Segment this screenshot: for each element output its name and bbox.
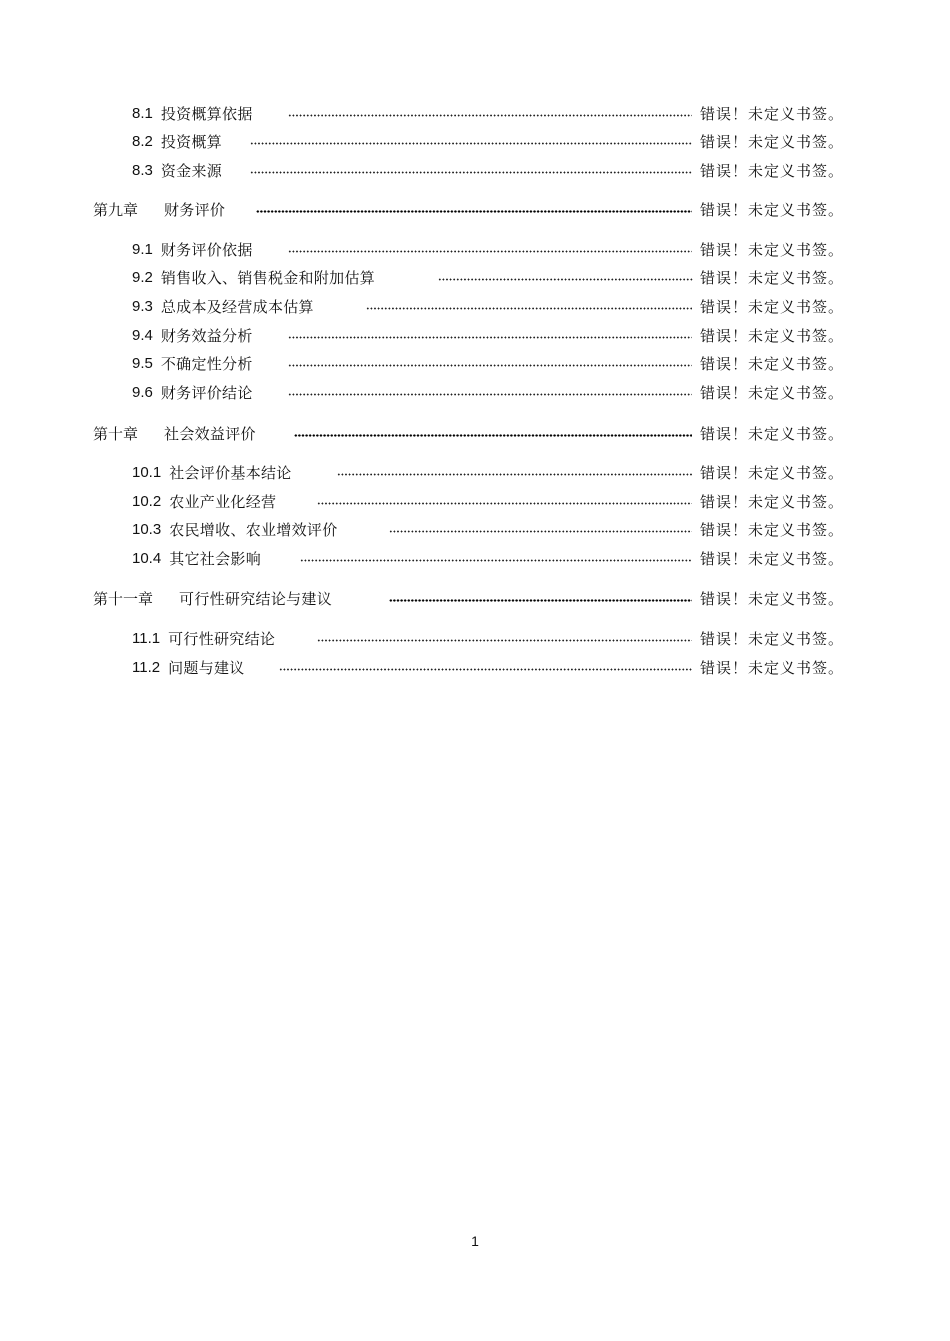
toc-page-ref: 错误！未定义书签。: [700, 133, 845, 151]
toc-page-ref: 错误！未定义书签。: [700, 384, 845, 402]
toc-number: 8.3: [132, 162, 153, 179]
toc-page-ref: 错误！未定义书签。: [700, 493, 845, 511]
toc-page-ref: 错误！未定义书签。: [700, 162, 845, 180]
toc-entry[interactable]: [132, 240, 253, 260]
toc-number: 8.2: [132, 133, 153, 150]
toc-entry[interactable]: [132, 268, 375, 288]
toc-entry[interactable]: [132, 463, 292, 483]
toc-number: 9.6: [132, 384, 153, 401]
toc-title: 农业产业化经营: [169, 493, 277, 511]
toc-title: 不确定性分析: [160, 355, 253, 373]
toc-number: 11.2: [132, 659, 161, 676]
toc-entry[interactable]: [132, 326, 253, 346]
toc-chapter-number: 第九章: [93, 201, 139, 219]
toc-title: 其它社会影响: [169, 550, 262, 568]
dot-leader: [288, 114, 692, 118]
toc-chapter-number: 第十章: [93, 425, 139, 443]
dot-leader: [300, 559, 692, 563]
toc-entry[interactable]: [132, 549, 261, 569]
dot-leader: [279, 668, 692, 672]
toc-page-ref: 错误！未定义书签。: [700, 425, 845, 443]
toc-page-ref: 错误！未定义书签。: [700, 550, 845, 568]
dot-leader: [294, 434, 692, 438]
toc-entry[interactable]: [132, 629, 275, 649]
dot-leader: [389, 530, 692, 534]
toc-chapter-number: 第十一章: [93, 590, 154, 608]
toc-page-ref: 错误！未定义书签。: [700, 521, 845, 539]
toc-title: 投资概算依据: [160, 105, 253, 123]
dot-leader: [288, 336, 692, 340]
toc-page-ref: 错误！未定义书签。: [700, 327, 845, 345]
toc-title: 农民增收、农业增效评价: [169, 521, 338, 539]
dot-leader: [250, 171, 692, 175]
toc-page-ref: 错误！未定义书签。: [700, 241, 845, 259]
toc-title: 财务评价结论: [160, 384, 253, 402]
toc-title: 财务评价依据: [160, 241, 253, 259]
toc-page-ref: 错误！未定义书签。: [700, 659, 845, 677]
toc-page-ref: 错误！未定义书签。: [700, 590, 845, 608]
dot-leader: [317, 502, 692, 506]
toc-entry[interactable]: [132, 383, 253, 403]
toc-number: 9.5: [132, 355, 153, 372]
toc-chapter-entry[interactable]: [93, 589, 332, 609]
toc-entry[interactable]: [132, 492, 276, 512]
toc-title: 销售收入、销售税金和附加估算: [160, 269, 376, 287]
toc-page-ref: 错误！未定义书签。: [700, 269, 845, 287]
dot-leader: [288, 250, 692, 254]
toc-number: 8.1: [132, 105, 153, 122]
dot-leader: [288, 364, 692, 368]
toc-title: 问题与建议: [168, 659, 245, 677]
toc-entry[interactable]: [132, 161, 222, 181]
dot-leader: [337, 473, 692, 477]
toc-title: 资金来源: [160, 162, 223, 180]
toc-title: 总成本及经营成本估算: [160, 298, 314, 316]
toc-entry[interactable]: [132, 297, 314, 317]
toc-chapter-title: 社会效益评价: [164, 425, 256, 443]
toc-number: 9.3: [132, 298, 153, 315]
toc-number: 10.1: [132, 464, 162, 481]
toc-page-ref: 错误！未定义书签。: [700, 464, 845, 482]
toc-chapter-entry[interactable]: [93, 424, 256, 444]
toc-number: 9.2: [132, 269, 153, 286]
dot-leader: [366, 307, 692, 311]
dot-leader: [250, 142, 692, 146]
toc-entry[interactable]: [132, 658, 245, 678]
toc-number: 10.2: [132, 493, 162, 510]
toc-page-ref: 错误！未定义书签。: [700, 355, 845, 373]
page-number: 1: [471, 1233, 479, 1249]
toc-number: 11.1: [132, 630, 161, 647]
toc-number: 9.4: [132, 327, 153, 344]
toc-page-ref: 错误！未定义书签。: [700, 105, 845, 123]
toc-number: 10.4: [132, 550, 162, 567]
toc-chapter-title: 可行性研究结论与建议: [179, 590, 333, 608]
toc-entry[interactable]: [132, 104, 253, 124]
dot-leader: [256, 210, 692, 214]
dot-leader: [389, 599, 692, 603]
toc-page-ref: 错误！未定义书签。: [700, 630, 845, 648]
toc-chapter-entry[interactable]: [93, 200, 225, 220]
toc-title: 社会评价基本结论: [169, 464, 292, 482]
toc-page-ref: 错误！未定义书签。: [700, 201, 845, 219]
toc-number: 10.3: [132, 521, 162, 538]
toc-title: 投资概算: [160, 133, 223, 151]
toc-page-ref: 错误！未定义书签。: [700, 298, 845, 316]
toc-entry[interactable]: [132, 520, 338, 540]
toc-number: 9.1: [132, 241, 153, 258]
dot-leader: [288, 393, 692, 397]
toc-chapter-title: 财务评价: [164, 201, 226, 219]
toc-entry[interactable]: [132, 354, 253, 374]
dot-leader: [317, 639, 692, 643]
toc-title: 可行性研究结论: [168, 630, 276, 648]
toc-title: 财务效益分析: [160, 327, 253, 345]
toc-entry[interactable]: [132, 132, 222, 152]
dot-leader: [438, 278, 694, 282]
